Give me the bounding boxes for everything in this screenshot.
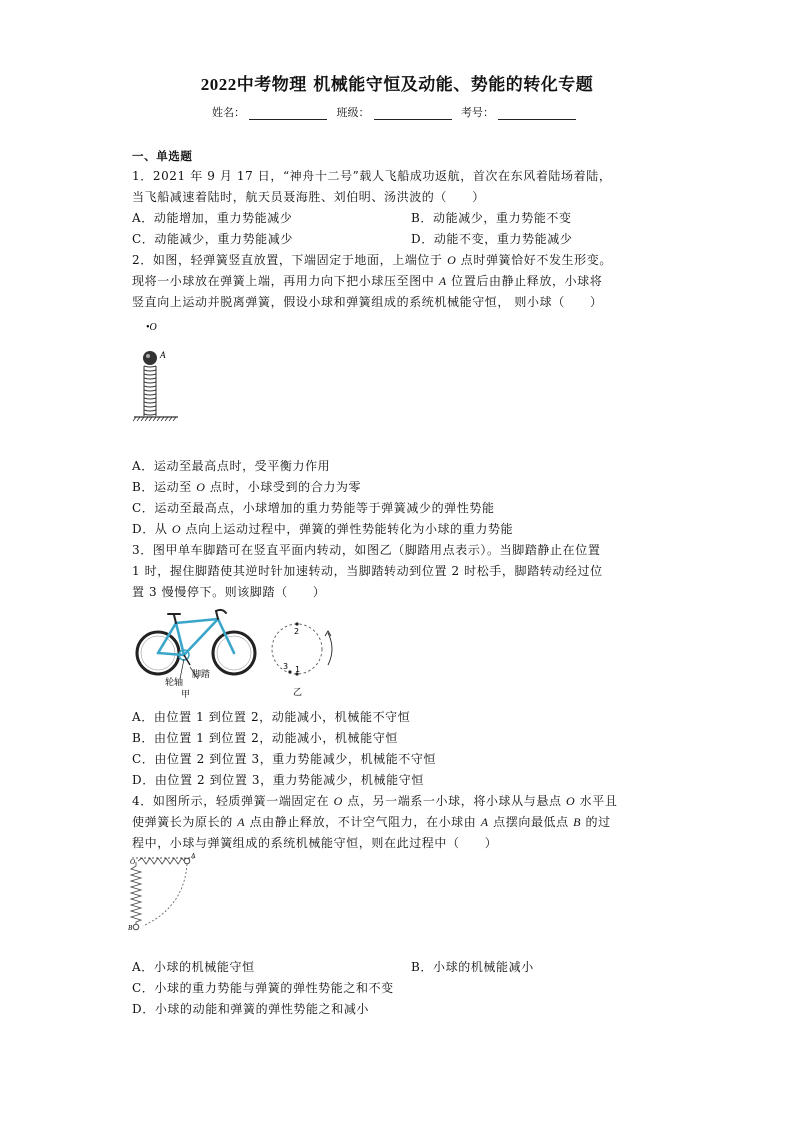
q2-stem-line2: 现将一小球放在弹簧上端，再用力向下把小球压至图中 A 位置后由静止释放，小球将 <box>132 274 603 288</box>
q3-fig-label-yi: 乙 <box>293 688 303 698</box>
q4-stem-line3: 程中，小球与弹簧组成的系统机械能守恒，则在此过程中（ ） <box>132 836 498 850</box>
q3-stem-line3: 置 3 慢慢停下。则该脚踏（ ） <box>132 585 326 599</box>
q2-stem-line1: 2．如图，轻弹簧竖直放置，下端固定于地面，上端位于 O 点时弹簧恰好不发生形变。 <box>132 253 612 267</box>
q2-ground-hatch <box>133 417 176 421</box>
q2-spring <box>144 366 156 416</box>
q4-option-b: B．小球的机械能减小 <box>411 960 534 974</box>
q3-option-b: B．由位置 1 到位置 2，动能减小，机械能守恒 <box>132 731 398 745</box>
q4-stem-line1: 4．如图所示，轻质弹簧一端固定在 O 点，另一端系一小球，将小球从与悬点 O 水平且 <box>132 794 618 808</box>
q4-pendulum-figure <box>128 852 203 937</box>
class-label: 班级： <box>336 106 370 119</box>
q2-option-a: A．运动至最高点时，受平衡力作用 <box>132 459 331 473</box>
q1-option-d: D．动能不变，重力势能减少 <box>411 232 573 246</box>
q3-stem-line1: 3．图甲单车脚踏可在竖直平面内转动，如图乙（脚踏用点表示）。当脚踏静止在位置 <box>132 543 601 557</box>
q3-bicycle-figure <box>132 605 262 700</box>
q2-stem-line3: 竖直向上运动并脱离弹簧，假设小球和弹簧组成的系统机械能守恒， 则小球（ ） <box>132 295 603 309</box>
q4-ball-b <box>133 924 139 930</box>
rotation-arrow <box>328 633 332 665</box>
name-label: 姓名： <box>212 106 245 119</box>
section-heading: 一、单选题 <box>132 149 193 163</box>
q1-option-a: A．动能增加，重力势能减少 <box>132 211 293 225</box>
q2-spring-figure <box>130 316 190 426</box>
q4-fig-label-o: O <box>130 858 136 866</box>
q1-stem-line1: 1．2021 年 9 月 17 日，“神舟十二号”载人飞船成功返航，首次在东风着陆场着陆， <box>132 169 612 183</box>
q3-pos-1: 1 <box>295 665 301 674</box>
title-year: 2022 <box>200 75 237 94</box>
q4-horizontal-spring <box>138 858 184 864</box>
q4-option-a: A．小球的机械能守恒 <box>132 960 255 974</box>
q3-option-d: D．由位置 2 到位置 3，重力势能减少，机械能守恒 <box>132 773 424 787</box>
exam-no-blank[interactable] <box>498 109 576 120</box>
q3-fig-label-jia: 甲 <box>181 690 191 700</box>
q2-ball <box>143 351 157 365</box>
q3-fig-label-pedal: 脚踏 <box>192 670 211 680</box>
q2-option-c: C．运动至最高点，小球增加的重力势能等于弹簧减少的弹性势能 <box>132 501 495 515</box>
q4-vertical-spring <box>131 862 141 924</box>
q2-option-d: D．从 O 点向上运动过程中，弹簧的弹性势能转化为小球的重力势能 <box>132 522 514 536</box>
q4-option-c: C．小球的重力势能与弹簧的弹性势能之和不变 <box>132 981 394 995</box>
q4-fig-label-b: B <box>128 924 133 932</box>
q3-stem-line2: 1 时，握住脚踏使其逆时针加速转动，当脚踏转动到位置 2 时松手，脚踏转动经过位 <box>132 564 603 578</box>
q1-option-b: B．动能减少，重力势能不变 <box>411 211 572 225</box>
q3-option-a: A．由位置 1 到位置 2，动能减小，机械能不守恒 <box>132 710 411 724</box>
q3-fig-label-axle: 轮轴 <box>165 678 184 688</box>
q1-option-c: C．动能减少，重力势能减少 <box>132 232 293 246</box>
bicycle-wheels <box>137 632 255 674</box>
q3-option-c: C．由位置 2 到位置 3，重力势能减少，机械能不守恒 <box>132 752 437 766</box>
name-blank[interactable] <box>249 109 327 120</box>
student-info-row <box>0 104 794 120</box>
q4-ball-a <box>184 858 190 864</box>
q3-pos-2: 2 <box>294 627 300 636</box>
q4-swing-path <box>143 864 187 926</box>
q4-option-d: D．小球的动能和弹簧的弹性势能之和减小 <box>132 1002 370 1016</box>
class-blank[interactable] <box>374 109 452 120</box>
q4-stem-line2: 使弹簧长为原长的 A 点由静止释放，不计空气阻力，在小球由 A 点摆向最低点 B 的过 <box>132 815 611 829</box>
q3-pedal-path-figure <box>270 615 360 700</box>
q2-fig-label-a: A <box>160 350 166 360</box>
q2-fig-label-o: •O <box>146 322 157 333</box>
title-main: 中考物理 机械能守恒及动能、势能的转化专题 <box>236 75 594 95</box>
exam-no-label: 考号： <box>461 106 494 119</box>
page-title <box>0 70 794 95</box>
q1-stem-line2: 当飞船减速着陆时，航天员聂海胜、刘伯明、汤洪波的（ ） <box>132 190 485 204</box>
q3-pos-3: 3 <box>283 662 289 671</box>
q4-fig-label-a: A <box>191 852 196 860</box>
q2-option-b: B．运动至 O 点时，小球受到的合力为零 <box>132 480 362 494</box>
